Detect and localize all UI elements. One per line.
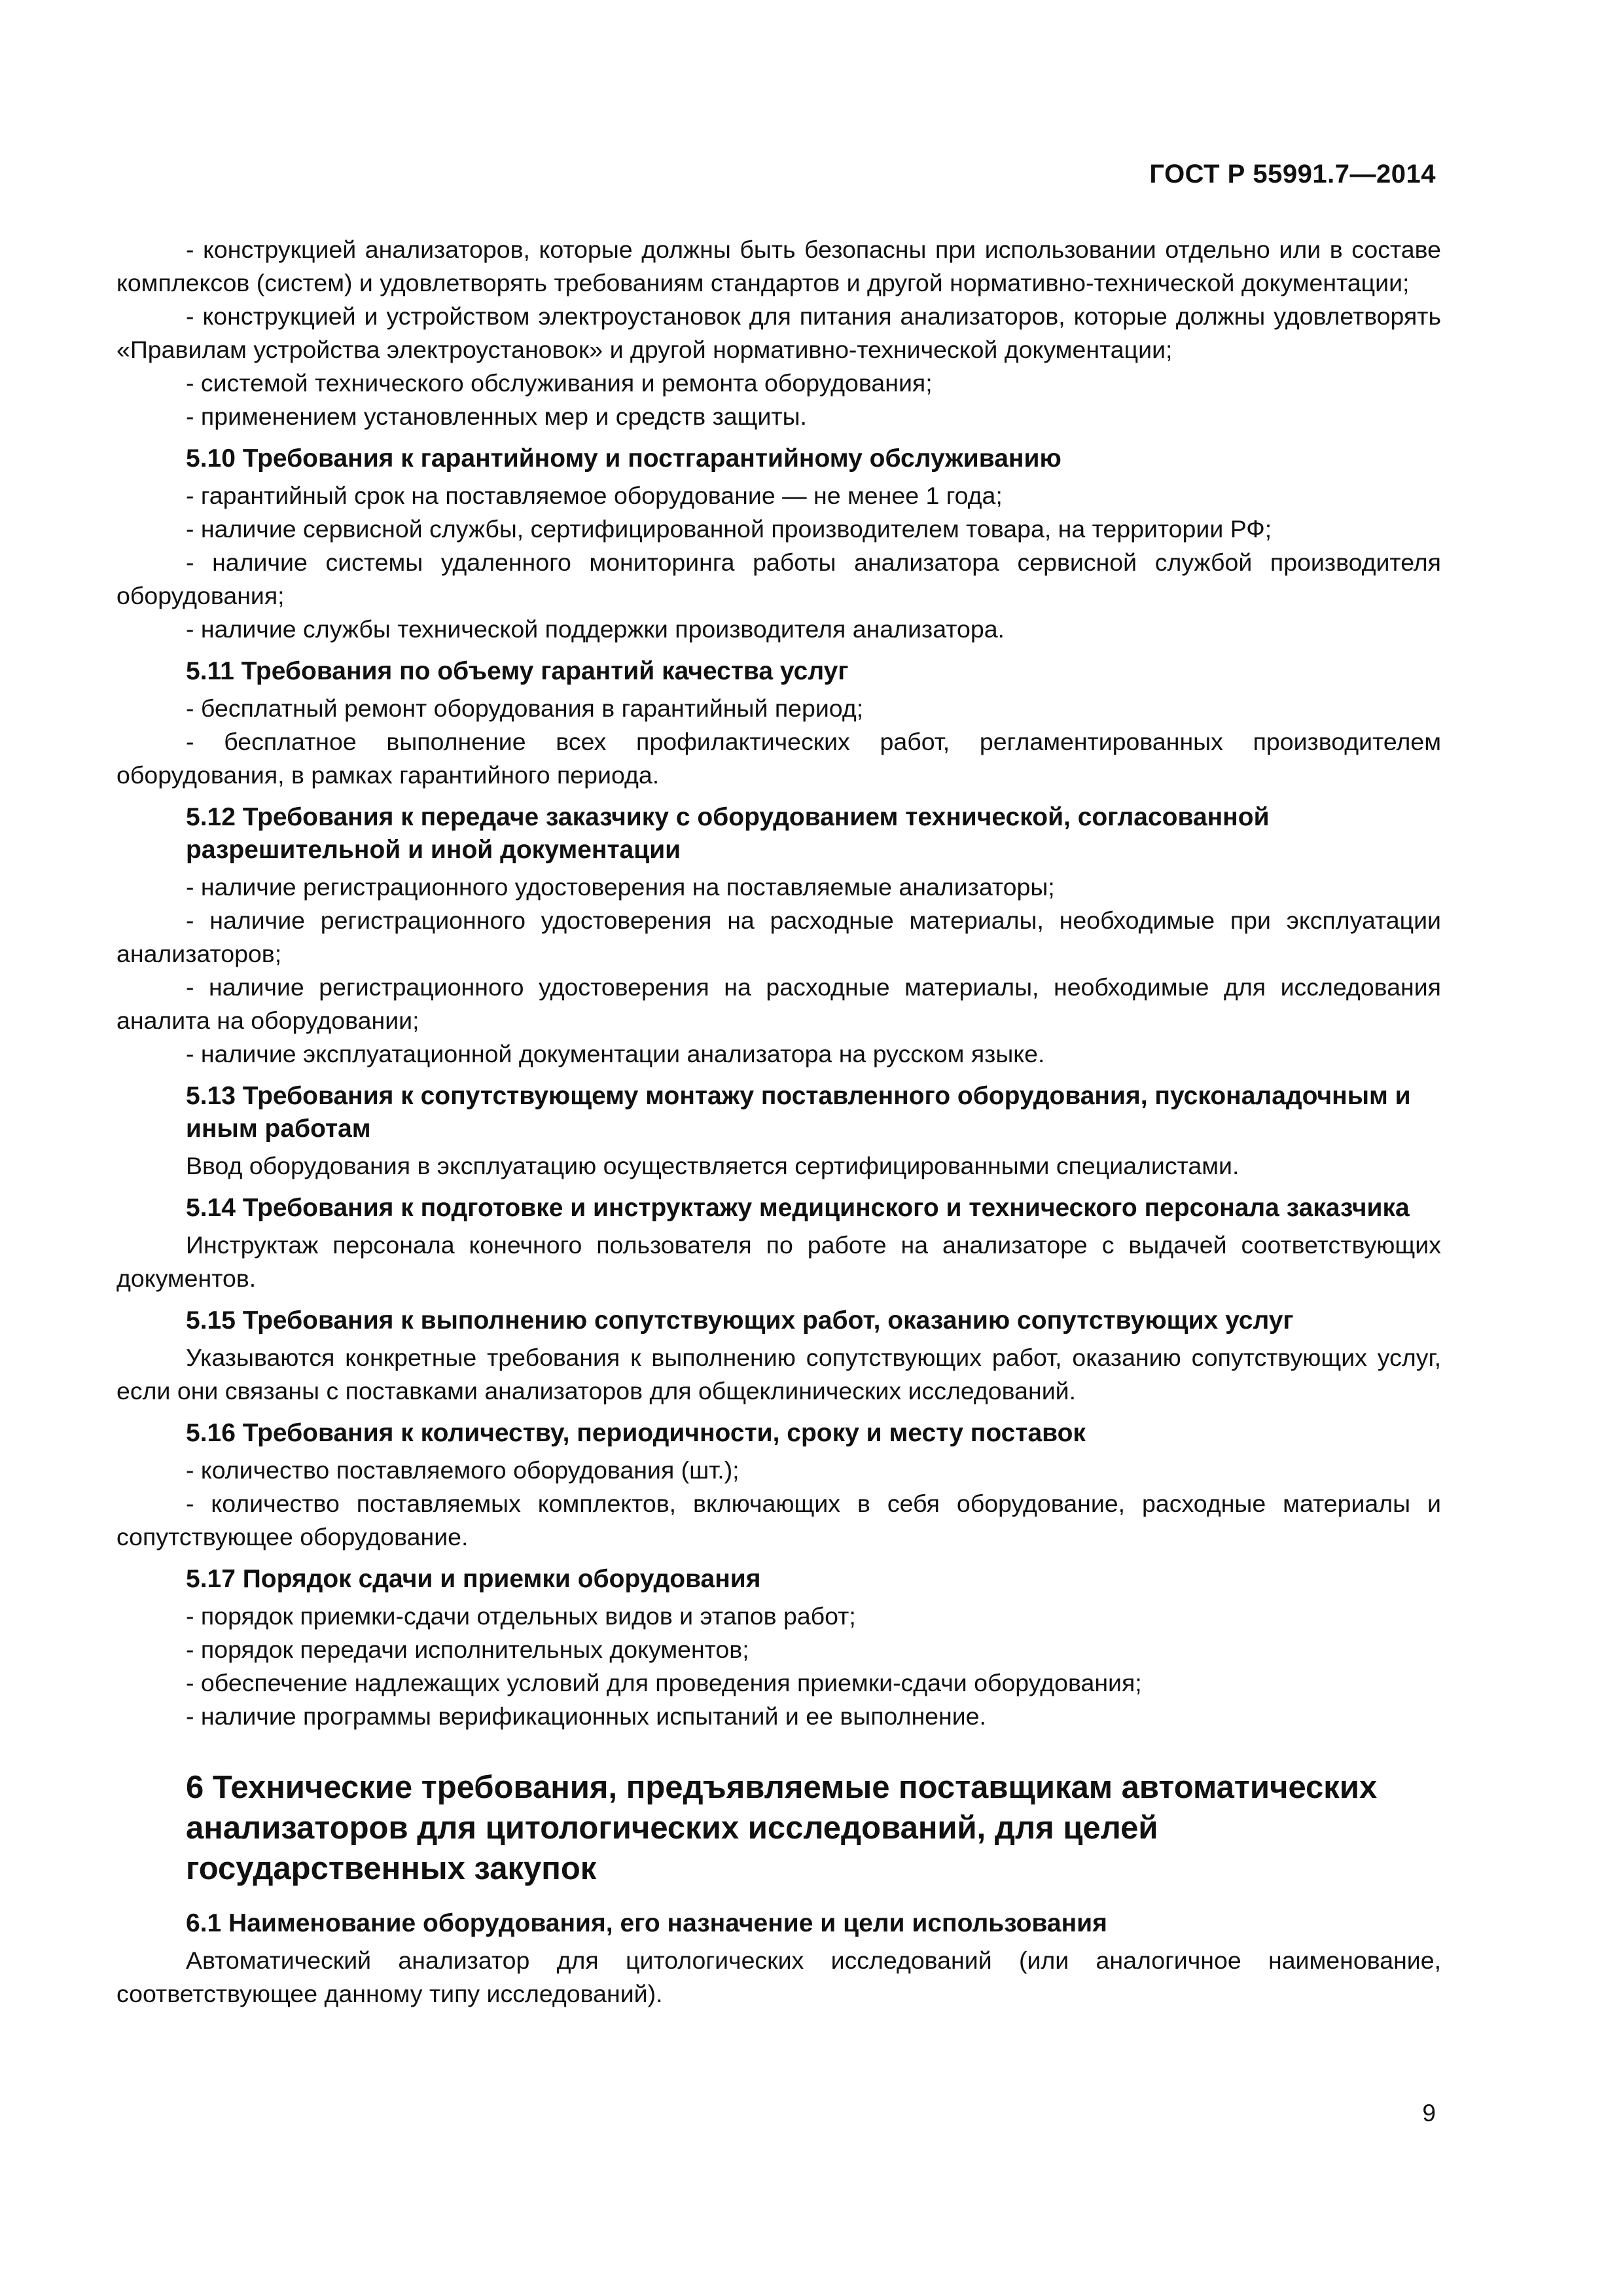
section-heading-5-11: 5.11 Требования по объему гарантий качества услуг <box>186 657 849 685</box>
section-heading-5-15: 5.15 Требования к выполнению сопутствующих работ, оказанию сопутствующих услуг <box>186 1306 1294 1335</box>
section-heading-5-13: 5.13 Требования к сопутствующему монтажу поставленного оборудования, пусконаладочным и иным работам <box>186 1082 1411 1143</box>
section-heading-5-10: 5.10 Требования к гарантийному и постгарантийному обслуживанию <box>186 444 1061 473</box>
list-item: - наличие регистрационного удостоверения на расходные материалы, необходимые при эксплуатации анализаторов; <box>116 906 1441 967</box>
paragraph: Ввод оборудования в эксплуатацию осуществляется сертифицированными специалистами. <box>186 1152 1240 1179</box>
list-item: - конструкцией и устройством электроустановок для питания анализаторов, которые должны удовлетворять «Правилам устройства электроустановок» и другой нормативно-технической документации; <box>116 302 1441 363</box>
list-item: - наличие регистрационного удостоверения на поставляемые анализаторы; <box>186 873 1055 901</box>
paragraph: Автоматический анализатор для цитологических исследований (или аналогичное наименование, соответствующее данному типу исследований). <box>116 1946 1441 2007</box>
list-item: - наличие сервисной службы, сертифицированной производителем товара, на территории РФ; <box>186 515 1272 543</box>
document-number-header: ГОСТ Р 55991.7—2014 <box>1149 160 1436 188</box>
section-heading-6-1: 6.1 Наименование оборудования, его назначение и цели использования <box>186 1909 1107 1937</box>
paragraph: Инструктаж персонала конечного пользователя по работе на анализаторе с выдачей соответствующих документов. <box>116 1231 1441 1292</box>
list-item: - наличие регистрационного удостоверения на расходные материалы, необходимые для исследования аналита на оборудовании; <box>116 973 1441 1034</box>
list-item: - порядок приемки-сдачи отдельных видов и этапов работ; <box>186 1602 856 1630</box>
section-heading-5-16: 5.16 Требования к количеству, периодичности, сроку и месту поставок <box>186 1419 1086 1447</box>
list-item: - наличие программы верификационных испытаний и ее выполнение. <box>186 1702 986 1730</box>
list-item: - количество поставляемых комплектов, включающих в себя оборудование, расходные материалы и сопутствующее оборудование. <box>116 1490 1441 1551</box>
list-item: - обеспечение надлежащих условий для проведения приемки-сдачи оборудования; <box>186 1669 1142 1696</box>
section-heading-5-12: 5.12 Требования к передаче заказчику с оборудованием технической, согласованной разрешительной и иной документации <box>186 803 1270 864</box>
page-number: 9 <box>1422 2100 1436 2126</box>
list-item: - порядок передачи исполнительных документов; <box>186 1636 749 1663</box>
list-item: - количество поставляемого оборудования (шт.); <box>186 1456 740 1484</box>
list-item: - наличие системы удаленного мониторинга работы анализатора сервисной службой производителя оборудования; <box>116 548 1441 609</box>
section-heading-5-14: 5.14 Требования к подготовке и инструктажу медицинского и технического персонала заказчика <box>186 1194 1410 1222</box>
chapter-heading-6: 6 Технические требования, предъявляемые поставщикам автоматических анализаторов для цитологических исследований, для целей государственных закупок <box>186 1770 1378 1886</box>
paragraph: Указываются конкретные требования к выполнению сопутствующих работ, оказанию сопутствующих услуг, если они связаны с поставками анализаторов для общеклинических исследований. <box>116 1344 1441 1405</box>
list-item: - системой технического обслуживания и ремонта оборудования; <box>186 369 933 397</box>
list-item: - гарантийный срок на поставляемое оборудование — не менее 1 года; <box>186 482 1003 509</box>
list-item: - бесплатное выполнение всех профилактических работ, регламентированных производителем оборудования, в рамках гарантийного периода. <box>116 728 1441 789</box>
list-item: - бесплатный ремонт оборудования в гарантийный период; <box>186 694 864 722</box>
list-item: - наличие эксплуатационной документации анализатора на русском языке. <box>186 1040 1045 1067</box>
list-item: - применением установленных мер и средств защиты. <box>186 403 807 430</box>
page-content <box>116 233 1441 2011</box>
section-heading-5-17: 5.17 Порядок сдачи и приемки оборудования <box>186 1565 761 1593</box>
list-item: - конструкцией анализаторов, которые должны быть безопасны при использовании отдельно или в составе комплексов (систем) и удовлетворять требованиям стандартов и другой нормативно-технической документации; <box>116 236 1441 296</box>
list-item: - наличие службы технической поддержки производителя анализатора. <box>186 615 1005 643</box>
